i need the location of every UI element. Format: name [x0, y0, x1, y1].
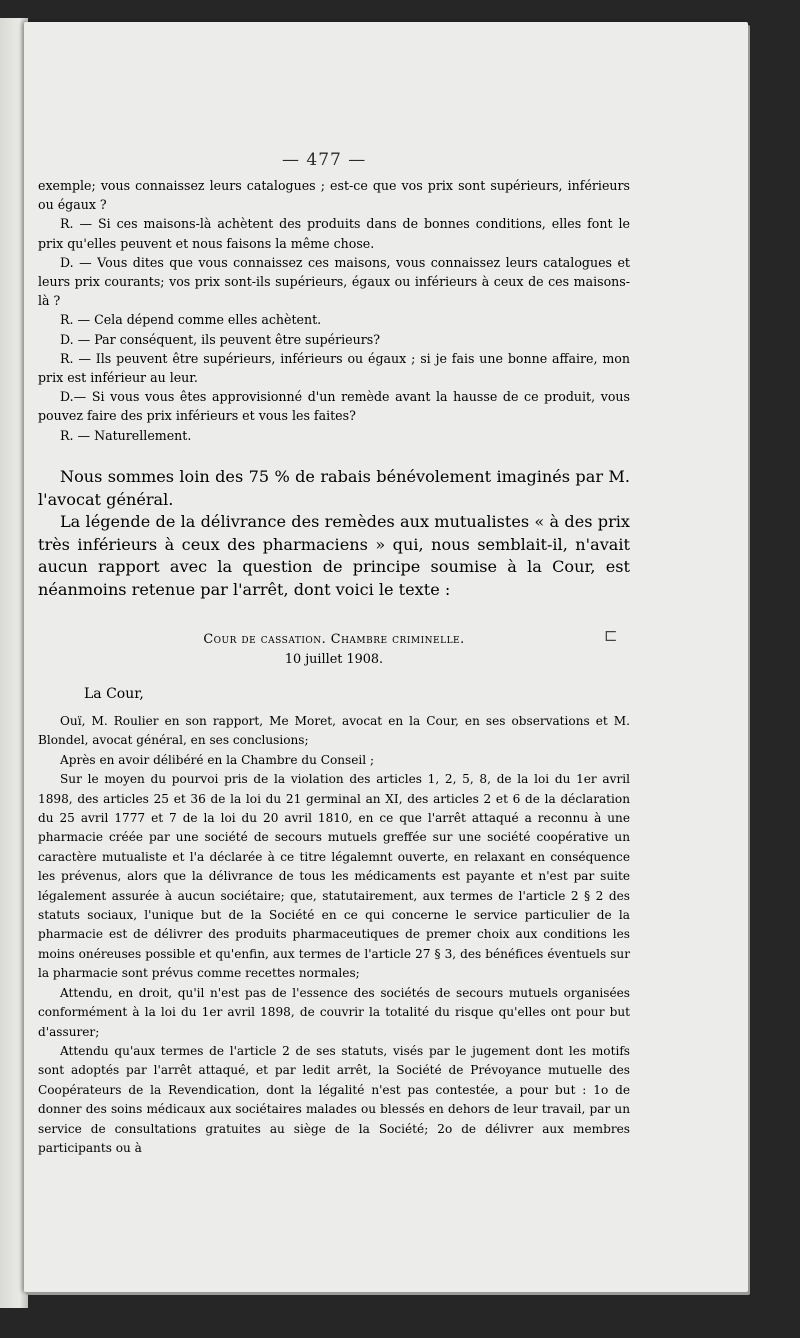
dialogue-line: R. — Ils peuvent être supérieurs, inférieurs ou égaux ; si je fais une bonne affaire, mon prix est inférieur au leur.: [38, 350, 630, 386]
dialogue-line: R. — Cela dépend comme elles achètent.: [60, 312, 322, 328]
commentary-paragraph: Nous sommes loin des 75 % de rabais bénévolement imaginés par M. l'avocat général.: [38, 467, 630, 509]
arret-text: [38, 712, 630, 1158]
la-cour-heading: La Cour,: [84, 686, 144, 702]
court-header: [38, 630, 630, 670]
arret-paragraph: Attendu, en droit, qu'il n'est pas de l'essence des sociétés de secours mutuels organisées conformément à la loi du 1er avril 1898, de couvrir la totalité du risque qu'elles ont pour but d'assurer;: [38, 985, 630, 1039]
court-date: 10 juillet 1908.: [284, 652, 384, 667]
court-title: Cour de cassation. Chambre criminelle.: [203, 632, 465, 647]
dialogue-line: D. — Par conséquent, ils peuvent être supérieurs?: [60, 331, 380, 347]
arret-paragraph: Après en avoir délibéré en la Chambre du Conseil ;: [60, 752, 375, 767]
commentary-text: [38, 466, 630, 601]
interrogation-dialogue: [38, 176, 630, 445]
page-number: — 477 —: [282, 150, 367, 170]
document-page: [24, 22, 748, 1292]
dialogue-line: exemple; vous connaissez leurs catalogues ; est-ce que vos prix sont supérieurs, inférieurs ou égaux ?: [38, 178, 630, 213]
dialogue-line: D.— Si vous vous êtes approvisionné d'un remède avant la hausse de ce produit, vous pouvez faire des prix inférieurs et vous les faites?: [38, 389, 630, 424]
commentary-paragraph: La légende de la délivrance des remèdes aux mutualistes « à des prix très inférieurs à ceux des pharmaciens » qui, nous semblait-il, n'avait aucun rapport avec la question de principe soumise à la Cour, est néanmoins retenue par l'arrêt, dont voici le texte :: [38, 512, 630, 599]
margin-mark: ⊏: [604, 626, 618, 645]
dialogue-line: R. — Naturellement.: [60, 427, 192, 443]
dialogue-line: R. — Si ces maisons-là achètent des produits dans de bonnes conditions, elles font le prix qu'elles peuvent et nous faisons la même chose.: [38, 216, 630, 251]
dialogue-line: D. — Vous dites que vous connaissez ces maisons, vous connaissez leurs catalogues et leurs prix courants; vos prix sont-ils supérieurs, égaux ou inférieurs à ceux de ces maisons-là ?: [38, 254, 630, 309]
arret-paragraph: Ouï, M. Roulier en son rapport, Me Moret, avocat en la Cour, en ses observations et M. Blondel, avocat général, en ses conclusions;: [38, 714, 630, 748]
arret-paragraph: Sur le moyen du pourvoi pris de la violation des articles 1, 2, 5, 8, de la loi du 1er avril 1898, des articles 25 et 36 de la loi du 21 germinal an XI, des articles 2 et 6 de la déclaration du 25 avril 1777 et 7 de la loi du 20 avril 1810, en ce que l'arrêt attaqué a reconnu à une pharmacie créée par une société de secours mutuels greffée sur une société coopérative un caractère mutualiste et l'a déclarée à ce titre légalemnt ouverte, en relaxant en conséquence les prévenus, alors que la délivrance de tous les médicaments est payante et n'est par suite légalement assurée à aucun sociétaire; que, statutairement, aux termes de l'article 2 § 2 des statuts sociaux, l'unique but de la Société en ce qui concerne le service particulier de la pharmacie est de délivrer des produits pharmaceutiques de premer choix aux conditions les moins onéreuses possible et qu'enfin, aux termes de l'article 27 § 3, des bénéfices éventuels sur la pharmacie sont prévus comme recettes normales;: [38, 772, 630, 981]
arret-paragraph: Attendu qu'aux termes de l'article 2 de ses statuts, visés par le jugement dont les motifs sont adoptés par l'arrêt attaqué, et par ledit arrêt, la Société de Prévoyance mutuelle des Coopérateurs de la Revendication, dont la légalité n'est pas contestée, a pour but : 1o de donner des soins médicaux aux sociétaires malades ou blessés en dehors de leur travail, par un service de consultations gratuites au siège de la Société; 2o de délivrer aux membres participants ou à: [38, 1043, 630, 1155]
